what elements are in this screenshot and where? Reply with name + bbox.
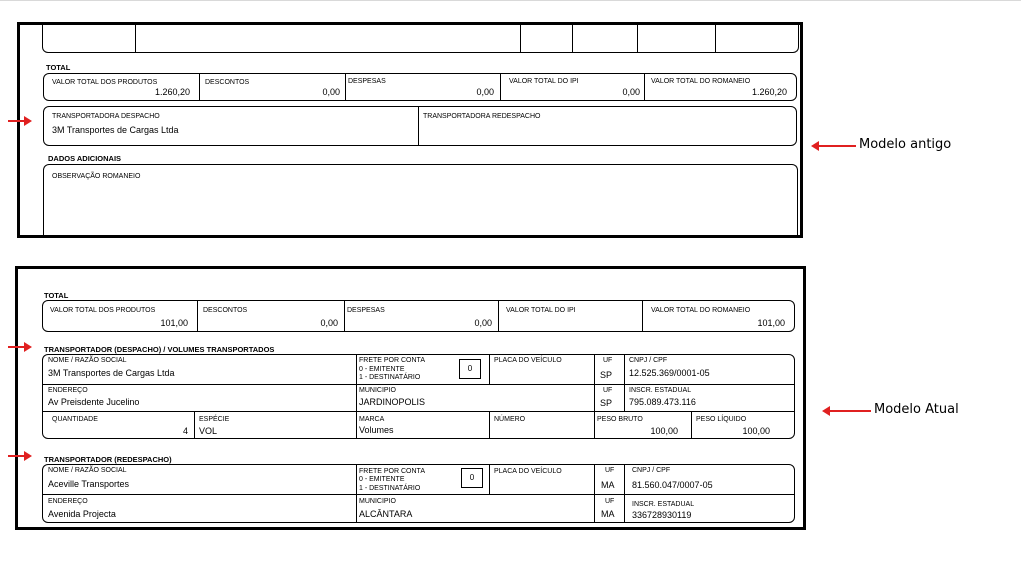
despacho-nome-label: NOME / RAZÃO SOCIAL (48, 357, 127, 364)
redespacho-endereco: Avenida Projecta (48, 509, 116, 519)
redespacho-placa-label: PLACA DO VEÍCULO (494, 468, 562, 475)
despacho-frete-opt0: 0 - EMITENTE (359, 366, 405, 373)
new-valor-romaneio: 101,00 (757, 318, 785, 328)
despacho-frete-label: FRETE POR CONTA (359, 357, 425, 364)
arrow-old-label (818, 145, 856, 147)
redespacho-frete-opt0: 0 - EMITENTE (359, 476, 405, 483)
despacho-quantidade-label: QUANTIDADE (52, 416, 98, 423)
old-despesas: 0,00 (476, 87, 494, 97)
arrow-new-despacho (8, 346, 25, 348)
new-model-label: Modelo Atual (874, 402, 959, 417)
despacho-nome: 3M Transportes de Cargas Ltda (48, 368, 175, 378)
redespacho-endereco-label: ENDEREÇO (48, 498, 88, 505)
old-transp-despacho-label: TRANSPORTADORA DESPACHO (52, 113, 160, 120)
redespacho-ie-label: INSCR. ESTADUAL (632, 501, 695, 508)
despacho-uf2-label: UF (603, 387, 613, 394)
new-redespacho-title: TRANSPORTADOR (REDESPACHO) (44, 455, 172, 464)
despacho-marca-label: MARCA (359, 416, 385, 423)
despacho-uf: SP (600, 370, 613, 380)
redespacho-uf-label: UF (605, 467, 615, 474)
redespacho-cnpj: 81.560.047/0007-05 (632, 480, 713, 490)
despacho-municipio-label: MUNICIPIO (359, 387, 396, 394)
old-valor-ipi: 0,00 (622, 87, 640, 97)
despacho-uf2: SP (600, 398, 613, 408)
arrow-new-redespacho (8, 455, 25, 457)
despacho-peso-bruto: 100,00 (650, 426, 678, 436)
old-dados-title: DADOS ADICIONAIS (48, 154, 122, 163)
despacho-quantidade: 4 (182, 426, 188, 436)
old-valor-romaneio-label: VALOR TOTAL DO ROMANEIO (651, 78, 751, 85)
despacho-placa-label: PLACA DO VEÍCULO (494, 357, 562, 364)
redespacho-frete-opt1: 1 - DESTINATÁRIO (359, 485, 421, 492)
despacho-frete-opt1: 1 - DESTINATÁRIO (359, 374, 421, 381)
despacho-endereco: Av Preisdente Jucelino (48, 397, 140, 407)
despacho-cnpj: 12.525.369/0001-05 (629, 368, 710, 378)
redespacho-ie: 336728930119 (632, 510, 692, 520)
old-total-title: TOTAL (46, 63, 71, 72)
despacho-especie: VOL (199, 426, 218, 436)
despacho-especie-label: ESPÉCIE (199, 416, 230, 423)
old-transp-redespacho-label: TRANSPORTADORA REDESPACHO (423, 113, 541, 120)
despacho-cnpj-label: CNPJ / CPF (629, 357, 668, 364)
new-total-title: TOTAL (44, 291, 69, 300)
new-model-frame (15, 266, 806, 530)
new-descontos-label: DESCONTOS (203, 307, 248, 314)
arrow-old-despacho (8, 120, 25, 122)
redespacho-uf2: MA (601, 509, 615, 519)
old-despesas-label: DESPESAS (348, 78, 386, 85)
old-model-label: Modelo antigo (859, 137, 952, 152)
despacho-peso-bruto-label: PESO BRUTO (597, 416, 643, 423)
despacho-peso-liquido: 100,00 (742, 426, 770, 436)
despacho-ie-label: INSCR. ESTADUAL (629, 387, 692, 394)
old-items-table-fragment (42, 25, 799, 53)
top-divider (0, 0, 1021, 1)
old-obs-label: OBSERVAÇÃO ROMANEIO (52, 173, 141, 180)
despacho-frete-value: 0 (459, 359, 481, 379)
despacho-municipio: JARDINOPOLIS (359, 397, 426, 407)
redespacho-municipio: ALCÂNTARA (359, 509, 413, 519)
old-model-frame (17, 22, 803, 238)
despacho-endereco-label: ENDEREÇO (48, 387, 88, 394)
despacho-numero-label: NÚMERO (494, 416, 526, 423)
old-descontos-label: DESCONTOS (205, 79, 250, 86)
despacho-peso-liquido-label: PESO LÍQUIDO (696, 416, 747, 423)
despacho-uf-label: UF (603, 357, 613, 364)
despacho-ie: 795.089.473.116 (629, 397, 696, 407)
redespacho-cnpj-label: CNPJ / CPF (632, 467, 671, 474)
redespacho-uf2-label: UF (605, 498, 615, 505)
old-valor-produtos: 1.260,20 (154, 87, 190, 97)
old-descontos: 0,00 (322, 87, 340, 97)
redespacho-municipio-label: MUNICIPIO (359, 498, 396, 505)
new-valor-ipi-label: VALOR TOTAL DO IPI (506, 307, 576, 314)
new-descontos: 0,00 (320, 318, 338, 328)
new-despesas: 0,00 (474, 318, 492, 328)
new-despesas-label: DESPESAS (347, 307, 385, 314)
old-transp-despacho: 3M Transportes de Cargas Ltda (52, 125, 179, 135)
redespacho-uf: MA (601, 480, 615, 490)
new-despacho-title: TRANSPORTADOR (DESPACHO) / VOLUMES TRANSPORTADOS (44, 345, 275, 354)
redespacho-frete-value: 0 (461, 468, 483, 488)
redespacho-frete-label: FRETE POR CONTA (359, 468, 425, 475)
old-valor-ipi-label: VALOR TOTAL DO IPI (509, 78, 579, 85)
new-valor-produtos: 101,00 (160, 318, 188, 328)
old-valor-romaneio: 1.260,20 (751, 87, 787, 97)
old-obs-box (43, 164, 798, 238)
despacho-marca: Volumes (359, 425, 394, 435)
redespacho-nome-label: NOME / RAZÃO SOCIAL (48, 467, 127, 474)
arrow-new-label (829, 410, 871, 412)
redespacho-nome: Aceville Transportes (48, 479, 130, 489)
new-valor-produtos-label: VALOR TOTAL DOS PRODUTOS (50, 307, 156, 314)
old-valor-produtos-label: VALOR TOTAL DOS PRODUTOS (52, 79, 158, 86)
new-valor-romaneio-label: VALOR TOTAL DO ROMANEIO (651, 307, 751, 314)
